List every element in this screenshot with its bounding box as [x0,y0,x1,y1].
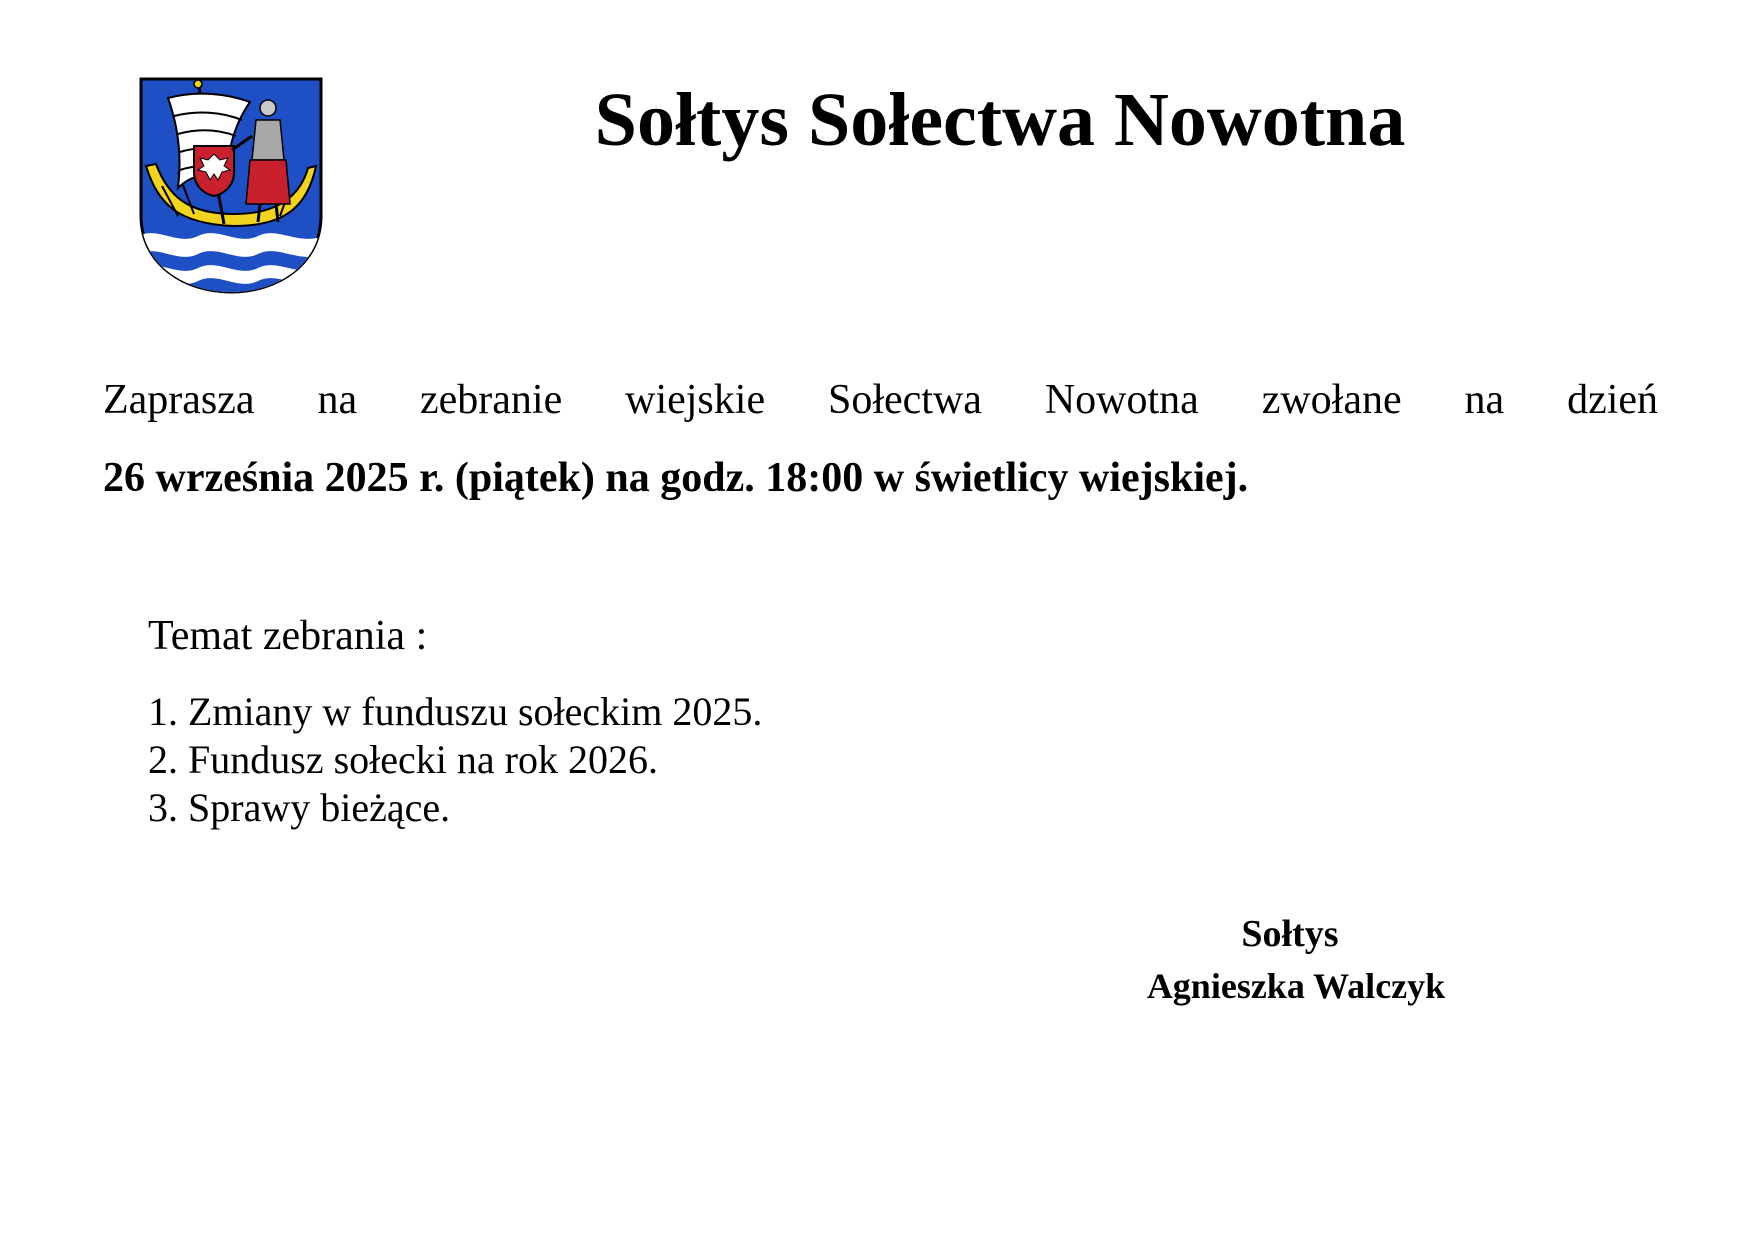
invitation-word: Zaprasza [103,377,255,423]
coat-of-arms-icon [138,76,324,296]
agenda-item: 3. Sprawy bieżące. [148,785,451,830]
page-title: Sołtys Sołectwa Nowotna [594,78,1406,162]
invitation-word: Sołectwa [827,377,982,423]
invitation-word: zwołane [1261,377,1402,423]
agenda-list [148,688,762,832]
invitation-text [103,372,1658,428]
invitation-word: zebranie [420,377,563,423]
invitation-word: Nowotna [1044,377,1199,423]
meeting-date-line: 26 września 2025 r. (piątek) na godz. 18:00 w świetlicy wiejskiej. [103,455,1249,501]
signature-name: Agnieszka Walczyk [1146,966,1446,1006]
invitation-word: na [317,377,358,423]
signature-block [1100,908,1480,1012]
agenda-item: 2. Fundusz sołecki na rok 2026. [148,737,658,782]
signature-role: Sołtys [1241,913,1339,955]
agenda-heading: Temat zebrania : [148,613,428,659]
invitation-word: wiejskie [625,377,766,423]
invitation-word: dzień [1567,377,1659,423]
invitation-word: na [1464,377,1505,423]
agenda-item: 1. Zmiany w funduszu sołeckim 2025. [148,689,763,734]
